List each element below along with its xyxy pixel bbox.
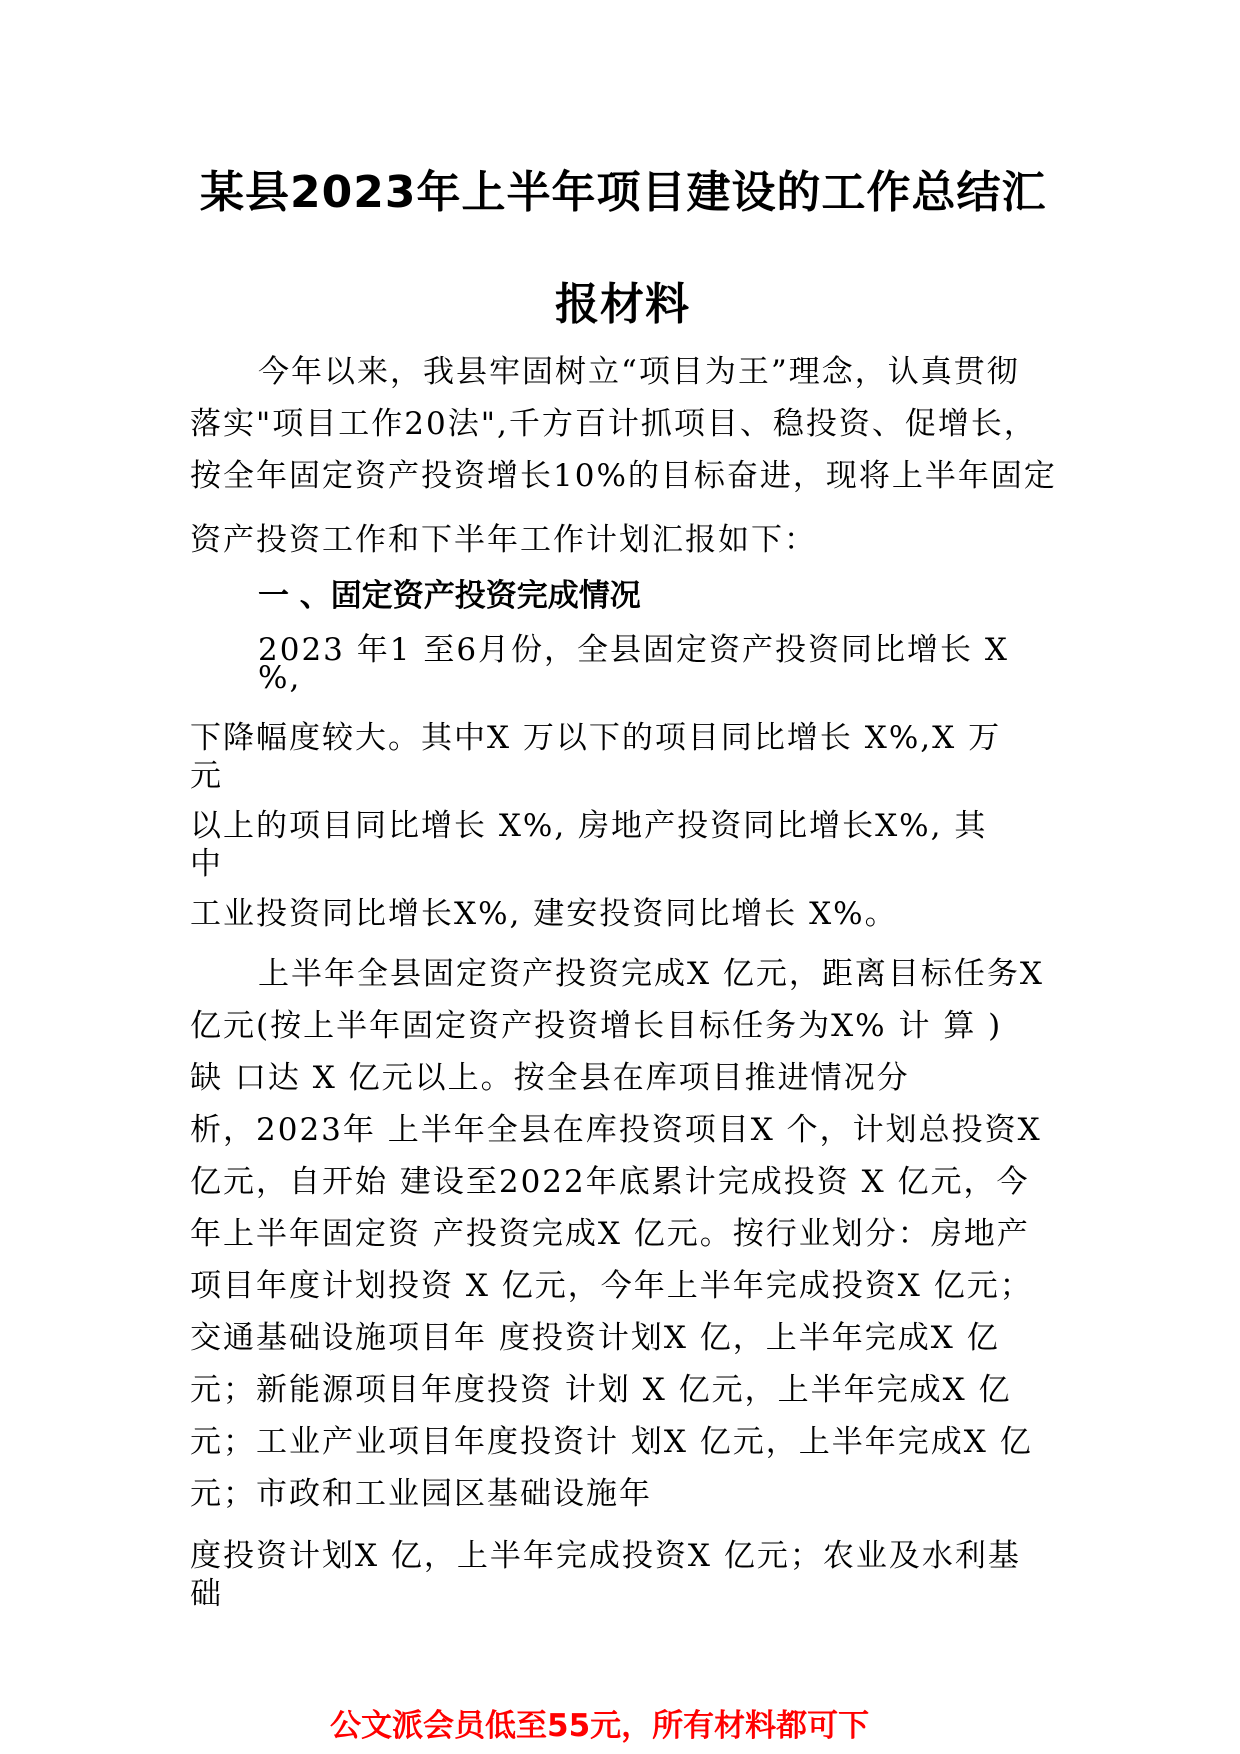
body-line: 元；新能源项目年度投资 计划 X 亿元，上半年完成X 亿 — [190, 1372, 1012, 1408]
body-line: 以上的项目同比增长 X%, 房地产投资同比增长X%, 其 — [190, 808, 988, 844]
section-heading: 一 、固定资产投资完成情况 — [258, 578, 641, 614]
body-line: 上半年全县固定资产投资完成X 亿元，距离目标任务X — [258, 956, 1044, 992]
body-line: 础 — [190, 1576, 223, 1612]
body-line: 亿元，自开始 建设至2022年底累计完成投资 X 亿元，今 — [190, 1164, 1030, 1200]
body-line: %, — [258, 660, 302, 696]
body-line: 元 — [190, 758, 223, 794]
body-line: 工业投资同比增长X%, 建安投资同比增长 X%。 — [190, 896, 898, 932]
promo-footer: 公文派会员低至55元，所有材料都可下 — [330, 1708, 870, 1744]
body-line: 元；工业产业项目年度投资计 划X 亿元，上半年完成X 亿 — [190, 1424, 1033, 1460]
body-line: 年上半年固定资 产投资完成X 亿元。按行业划分：房地产 — [190, 1216, 1030, 1252]
body-line: 交通基础设施项目年 度投资计划X 亿，上半年完成X 亿 — [190, 1320, 1000, 1356]
body-line: 今年以来，我县牢固树立“项目为王”理念，认真贯彻 — [258, 354, 1020, 390]
body-line: 资产投资工作和下半年工作计划汇报如下： — [190, 522, 817, 558]
body-line: 元；市政和工业园区基础设施年 — [190, 1476, 652, 1512]
body-line: 按全年固定资产投资增长10%的目标奋进，现将上半年固定 — [190, 458, 1057, 494]
body-line: 缺 口达 X 亿元以上。按全县在库项目推进情况分 — [190, 1060, 910, 1096]
body-line: 下降幅度较大。其中X 万以下的项目同比增长 X%,X 万 — [190, 720, 1002, 756]
body-line: 项目年度计划投资 X 亿元，今年上半年完成投资X 亿元； — [190, 1268, 1033, 1304]
body-line: 2023 年1 至6月份，全县固定资产投资同比增长 X — [258, 632, 1009, 668]
document-title-line2: 报材料 — [555, 279, 690, 330]
body-line: 亿元(按上半年固定资产投资增长目标任务为X% 计 算 ) — [190, 1008, 1003, 1044]
body-line: 中 — [190, 846, 223, 882]
body-line: 析，2023年 上半年全县在库投资项目X 个，计划总投资X — [190, 1112, 1042, 1148]
document-title-line1: 某县2023年上半年项目建设的工作总结汇 — [200, 167, 1047, 218]
body-line: 落实"项目工作20法",千方百计抓项目、稳投资、促增长， — [190, 406, 1037, 442]
body-line: 度投资计划X 亿，上半年完成投资X 亿元；农业及水利基 — [190, 1538, 1021, 1574]
